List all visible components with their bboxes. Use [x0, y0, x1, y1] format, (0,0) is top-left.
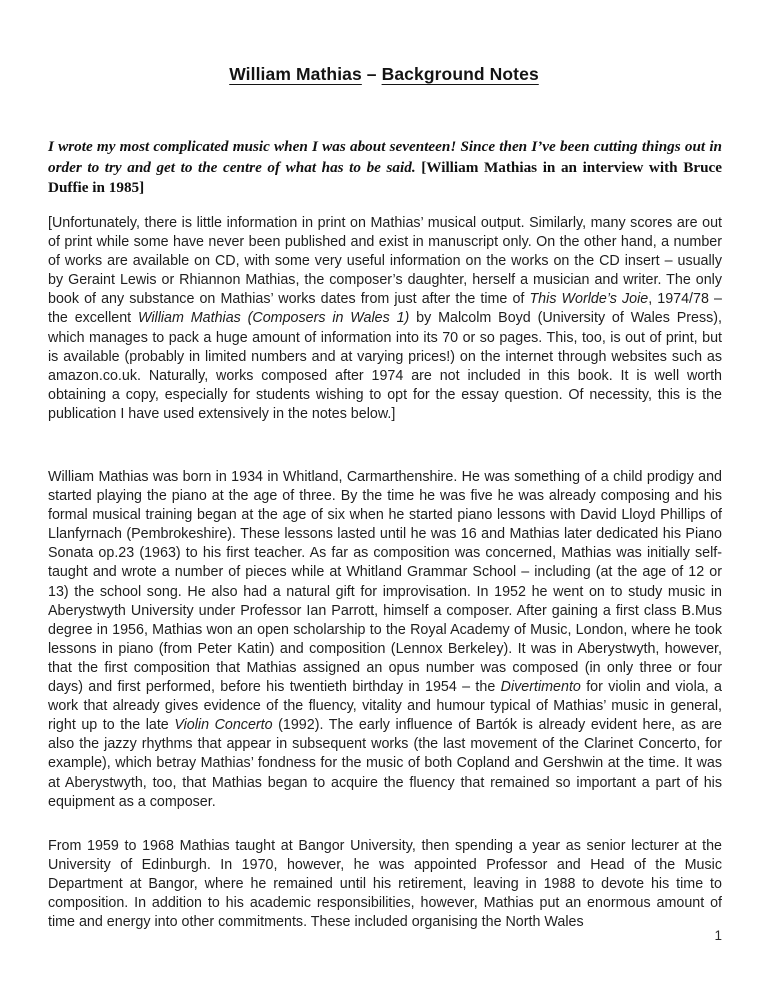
work-title-divertimento: Divertimento	[500, 679, 581, 696]
paragraph-early-life	[48, 468, 722, 812]
early-life-segment-3: (1992). The early influence of Bartók is already evident here, as are also the jazzy rhythms that appear in subsequent works (the last movement of the Clarinet Concerto, for example), which betray Mathias’ fondness for the music of both Copland and Gershwin at the time. It was at Aberystwyth, too, that Mathias began to acquire the fluency that remained so important a part of his equipment as a composer.	[48, 717, 722, 810]
work-title-this-worldes-joie: This Worlde’s Joie	[529, 291, 649, 308]
work-title-violin-concerto: Violin Concerto	[174, 717, 273, 734]
page-title-descriptor: Background Notes	[381, 63, 539, 84]
bracketed-note-segment-2: , 1974/78 – the excellent	[48, 291, 722, 327]
epigraph-quote: I wrote my most complicated music when I was about seventeen! Since then I’ve been cutting things out in order to try and get to the centre of what has to be said.	[48, 138, 722, 176]
page-title-subject: William Mathias	[229, 63, 362, 84]
early-life-segment-2: for violin and viola, a work that already gives evidence of the fluency, vitality and humour typical of Mathias’ music in general, right up to the late	[48, 679, 722, 734]
bracketed-note-segment-1: [Unfortunately, there is little information in print on Mathias’ musical output. Similarly, many scores are out of print while some have never been published and exist in manuscript only. On the other hand, a number of works are available on CD, with some very useful information on the works on the CD insert – usually by Geraint Lewis or Rhiannon Mathias, the composer’s daughter, herself a musician and writer. The only book of any substance on Mathias’ works dates from just after the time of	[48, 215, 722, 308]
epigraph-block	[48, 137, 722, 199]
paragraph-bracketed-note	[48, 214, 722, 424]
book-title-composers-in-wales: William Mathias (Composers in Wales 1)	[137, 310, 410, 327]
page-title-separator: –	[361, 63, 382, 84]
epigraph-attribution: [William Mathias in an interview with Bruce Duffie in 1985]	[48, 158, 722, 196]
paragraph-bangor-career: From 1959 to 1968 Mathias taught at Bangor University, then spending a year as senior lecturer at the University of Edinburgh. In 1970, however, he was appointed Professor and Head of the Music Department at Bangor, where he remained until his retirement, leaving in 1988 to devote his time to composition. In addition to his academic responsibilities, however, Mathias put an enormous amount of time and energy into other commitments. These included organising the North Wales	[48, 838, 722, 931]
early-life-segment-1: William Mathias was born in 1934 in Whitland, Carmarthenshire. He was something of a child prodigy and started playing the piano at the age of three. By the time he was five he was already composing and his formal musical training began at the age of six when he started piano lessons with David Lloyd Phillips of Llanfyrnach (Pembrokeshire). These lessons lasted until he was 16 and Mathias later dedicated his Piano Sonata op.23 (1963) to his first teacher. As far as composition was concerned, Mathias was initially self-taught and wrote a number of pieces while at Whitland Grammar School – including (at the age of 12 or 13) the school song. He also had a natural gift for improvisation. In 1952 he went on to study music in Aberystwyth University under Professor Ian Parrott, himself a composer. After gaining a first class B.Mus degree in 1956, Mathias won an open scholarship to the Royal Academy of Music, London, where he took lessons in piano (from Peter Katin) and composition (Lennox Berkeley). It was in Aberystwyth, however, that the first composition that Mathias assigned an opus number was composed (in only three or four days) and first performed, before his twentieth birthday in 1954 – the	[48, 469, 722, 696]
bracketed-note-segment-3: by Malcolm Boyd (University of Wales Press), which manages to pack a huge amount of information into its 70 or so pages. This, too, is out of print, but is available (probably in limited numbers and at varying prices!) on the internet through websites such as amazon.co.uk. Naturally, works composed after 1974 are not included in this book. It is well worth obtaining a copy, especially for students wishing to opt for the essay question. Of necessity, this is the publication I have used extensively in the notes below.]	[48, 310, 722, 422]
page-title	[0, 64, 768, 85]
page-number: 1	[714, 928, 722, 943]
